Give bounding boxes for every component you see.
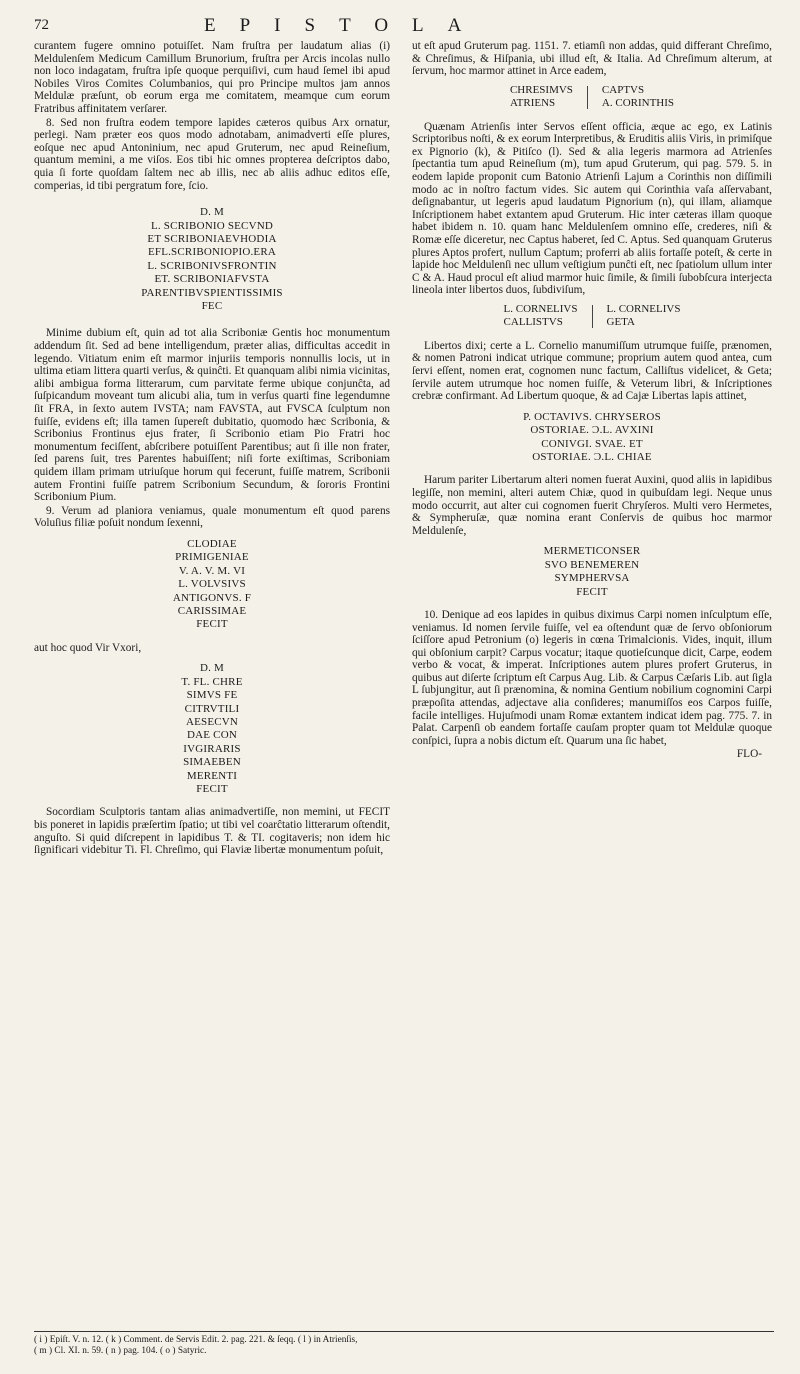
inscription-line: L. SCRIBONIO SECVND xyxy=(150,219,274,232)
inscription-clodia xyxy=(34,538,390,632)
inscription-line: MERMETICONSER xyxy=(543,545,641,558)
inscription-line: ANTIGONVS. F xyxy=(172,591,252,604)
footnotes xyxy=(34,1331,774,1357)
inscription-line: D. M xyxy=(199,662,225,675)
inscription-line: IVGIRARIS xyxy=(183,742,241,755)
inscription-line: D. M xyxy=(199,206,225,219)
inscription-line: CAPTVS xyxy=(601,83,645,96)
footnote-line: ( i ) Epiſt. V. n. 12. ( k ) Comment. de Servis Edit. 2. pag. 221. & ſeqq. ( l ) in Atrienſis, xyxy=(34,1335,358,1345)
right-column xyxy=(412,40,772,762)
left-column xyxy=(34,40,390,858)
inscription-line: CONIVGI. SVAE. ET xyxy=(541,437,643,450)
inscription-line: L. SCRIBONIVSFRONTIN xyxy=(147,259,277,272)
inscription-line: V. A. V. M. VI xyxy=(178,564,246,577)
inscription-line: SYMPHERVSA xyxy=(554,572,630,585)
inscription-line: EFL.SCRIBONIOPIO.ERA xyxy=(147,246,277,259)
inscription-line: T. FL. CHRE xyxy=(181,675,243,688)
inscription-line: SVO BENEMEREN xyxy=(544,558,640,571)
inscription-line: OSTORIAE. Ɔ.L. CHIAE xyxy=(532,450,652,463)
inscription-octavius xyxy=(412,411,772,465)
dividing-line xyxy=(587,86,588,109)
inscription-line: SIMVS FE xyxy=(186,689,238,702)
page-header xyxy=(34,15,774,41)
inscription-line: L. CORNELIVS xyxy=(606,302,681,315)
inscription-line: L. CORNELIVS xyxy=(503,302,578,315)
inscription-line: SIMAEBEN xyxy=(183,756,241,769)
inscription-line: P. OCTAVIVS. CHRYSEROS xyxy=(523,410,661,423)
inscription-line: CHRESIMVS xyxy=(509,83,573,96)
paragraph: 9. Verum ad planiora veniamus, quale monumentum eſt quod parens Voluſius filiæ poſuit nondum ſexenni, xyxy=(34,504,390,530)
paragraph: Harum pariter Libertarum alteri nomen fuerat Auxini, quod aliis in lapidibus legiſſe, non memini, alteri autem Chiæ, quod in quibuſdam legi. Neque unus modo occurrit, aut alter cui cognomen fuerit Chryſeros. Multi vero Hermetes, & Sympheruſæ, quæ nomina erant Conſervis de quibus hoc marmor Meldulenſe, xyxy=(412,474,772,537)
inscription-line: OSTORIAE. Ɔ.L. AVXINI xyxy=(530,424,654,437)
inscription-line: FECIT xyxy=(196,782,228,795)
paragraph: 8. Sed non fruſtra eodem tempore lapides cæteros quibus Arx ornatur, perlegi. Nam præter eos quos modo adnotabam, animadverti eſſe plures, eoſque nec apud Antoninium, nec apud Gruterum, nec apud Reineſium, quantum memini, a me viſos. Eos tibi hic omnes propterea deſcriptos dabo, quia ſi forte quoſdam ſaltem nec ab illis, nec ab aliis adhuc editos eſſe, comperias, id tibi pergratum fore, ſcio. xyxy=(34,116,390,192)
inscription-line: L. VOLVSIVS xyxy=(178,578,246,591)
inscription-line: FECIT xyxy=(576,585,608,598)
inscription-line: FEC xyxy=(201,299,223,312)
inscription-line: PRIMIGENIAE xyxy=(175,551,249,564)
inscription-scribonia xyxy=(34,206,390,313)
inscription-line: AESECVN xyxy=(185,715,239,728)
inscription-cornelii xyxy=(412,303,772,330)
inscription-chresimus-atriens xyxy=(412,84,772,111)
paragraph: ut eſt apud Gruterum pag. 1151. 7. etiamſi non addas, quid differant Chreſimo, & Chreſimus, & Hiſpania, ubi illud eſt, & Italia. Ad Chreſimum alterum, at ſervum, hoc marmor attinet in Arce eadem, xyxy=(412,40,772,78)
inscription-half xyxy=(510,84,573,111)
paragraph: aut hoc quod Vir Vxori, xyxy=(34,641,142,654)
inscription-line: CALLISTVS xyxy=(503,316,563,329)
paragraph: 10. Denique ad eos lapides in quibus diximus Carpi nomen inſculptum eſſe, veniamus. Id nomen ſervile fuiſſe, vel ea oſtendunt quæ de ſervo obſoniorum ſciſſore apud Petronium (o) legeris in cœna Trimalcionis. Vides, inquit, illum qui obſonium carpit? Carpus vocatur; itaque quotieſcunque dicit, Carpe, eodem verbo & vocat, & imperat. Inſcriptiones autem plures profert Gruterus, in quibus aut diſerte ſcriptum eſt Carpus Aug. Lib. & Carpus Cæſaris Lib. aut ſigla L ſubjungitur, aut ſi prænomina, & nomina Gentium nobilium cognomini Carpi præpoſita attendas, adjectave alia conſideres; manumiſſos eos Carpos fuiſſe, facile intelliges. Hujuſmodi unam Romæ extantem indicat idem pag. 775. 7. in Palat. Carpenſi ob eandem fortaſſe cauſam propter quam tot Meldulæ quoque conſpici, ſupra a nobis dictum eſt. Quarum una ſic habet, xyxy=(412,608,772,747)
paragraph: curantem fugere omnino potuiſſet. Nam fruſtra per laudatum alias (i) Meldulenſem Medicum Camillum Brunorium, fruſtra per Arcis incolas nullo non loco indagatam, fruſtra ipſe quoque perquiſivi, cum haud ſemel ibi apud Nobiles Viros Comites Columbanios, qui pro Principe multos jam annos Meldulæ præſunt, ob eorum erga me comitatem, meamque cum eorum Fratribus affinitatem verſarer. xyxy=(34,40,390,115)
paragraph: Socordiam Sculptoris tantam alias animadvertiſſe, non memini, ut FECIT bis poneret in lapidis præſertim ſpatio; ut tibi vel coarĉtatio litterarum oſtendit, anguſto. Si quid diſcrepent in lapidibus T. & TI. cogitaveris; non idem hic ſignificari videbitur Ti. Fl. Chreſimo, qui Flaviæ libertæ monumentum poſuit, xyxy=(34,806,390,857)
paragraph: Libertos dixi; certe a L. Cornelio manumiſſum utrumque fuiſſe, prænomen, & nomen Patroni indicat utrique commune; proprium autem quod antea, cum ſervi eſſent, nomen erat, cognomen nunc factum, Calliſtus videlicet, & Geta; ſervile autem utrumque hoc nomen fuiſſe, & Veterum libri, & Inſcriptiones crebræ confirmant. Ad Libertum quoque, & ad Cajæ Libertas lapis attinet, xyxy=(412,339,772,403)
inscription-line: PARENTIBVSPIENTISSIMIS xyxy=(141,286,283,299)
catchword: FLO- xyxy=(736,748,762,761)
footnote-line: ( m ) Cl. XI. n. 59. ( n ) pag. 104. ( o ) Satyric. xyxy=(34,1346,207,1356)
inscription-line: FECIT xyxy=(196,618,228,631)
inscription-line: A. CORINTHIS xyxy=(601,97,675,110)
paragraph: Quænam Atrienſis inter Servos eſſent officia, æque ac ego, ex Latinis Scriptoribus noſti, & ex eorum Interpretibus, & Eruditis aliis Viris, in primiſque ex Pignorio (k), & Pitiſco (l). Sed & alia legeris marmora ad Atrienſes ſpectantia tum apud Reineſium (m), tum apud Gruterum, qui pag. 579. 5. in eodem lapide proponit cum Batonio Atrienſi Lajum a Corinthis non diſſimili modo ac in noſtro factum vides. Sic autem qui Corinthia vaſa aſſervabant, deſignabantur, ut legeris apud laudatum Pignorium (n), qui illam, aliamque Inſcriptionem habet extantem apud Gruterum. Hic inter cæteras illam quoque habet ibidem n. 10. quam hanc Meldulenſem omnino eſſe, crederes, niſi & Romæ eſſe diceretur, nec Captus haberet, ſed C. Aptus. Sed quanquam Gruterus plures Aptos profert, nullum Captum; proferri ab aliis fortaſſe poteſt, & certe in lapide hoc Meldulenſi nec ullum veſtigium punĉti eſt, nec ſpatiolum ullum inter C & A. Haud procul eſt aliud marmor huic ſimile, & ſimili ſubobſcura interjecta lineola inter libertos duos, ſubdiviſum, xyxy=(412,120,772,297)
inscription-sympherusa xyxy=(412,545,772,599)
inscription-half xyxy=(602,84,674,111)
inscription-line: ET SCRIBONIAEVHODIA xyxy=(147,232,277,245)
running-title: EPISTOLA xyxy=(204,15,486,36)
inscription-line: MERENTI xyxy=(186,769,238,782)
dividing-line xyxy=(592,305,593,328)
page-number: 72 xyxy=(34,17,49,33)
inscription-line: ATRIENS xyxy=(509,97,556,110)
paragraph: Minime dubium eſt, quin ad tot alia Scriboniæ Gentis hoc monumentum addendum ſit. Sed ad bene intelligendum, præter alias, difficultas accedit in legendo. Vitiatum enim eſt marmor injuriis temporis nonnullis locis, ut in ultima etiam littera quarti verſus, & quinĉti. Et quanquam alibi nimia vicinitas, alibi ambigua forma litterarum, cum parvitate ferme ubique conjunĉta, ad ſuſpicandum moveant tum alicubi alia, tum in verſus quarti fine legendumne ſit FRA, in ſexto autem IVSTA; nam FAVSTA, aut FVSCA ſculptum non fuiſſe, evidens eſt; illa tamen ſupereſt dubitatio, quomodo hæc Scribonia, & Scribonius Frontinus ejus frater, ſi Scribonio etiam Pio Fratri hoc monumentum feciſſent, abſcribere potuiſſent Parentibus; aut ſi ille non frater, ſed parens ſuit, tres Parentes habuiſſent; niſi forte exiſtimas, Scriboniam quidem illam primam utriuſque horum qui fecerunt, fuiſſe matrem, Scribonii autem Frontini fuiſſe patrem Scribonium Secundum, & ſororis Frontini Scribonium Pium. xyxy=(34,327,390,504)
inscription-line: CITRVTILI xyxy=(184,702,240,715)
inscription-line: GETA xyxy=(606,316,635,329)
inscription-line: ET. SCRIBONIAFVSTA xyxy=(154,273,270,286)
inscription-line: CARISSIMAE xyxy=(177,604,247,617)
inscription-half xyxy=(504,303,578,330)
inscription-line: CLODIAE xyxy=(187,537,237,550)
inscription-half xyxy=(607,303,681,330)
inscription-chresimus xyxy=(34,662,390,796)
inscription-line: DAE CON xyxy=(187,729,237,742)
